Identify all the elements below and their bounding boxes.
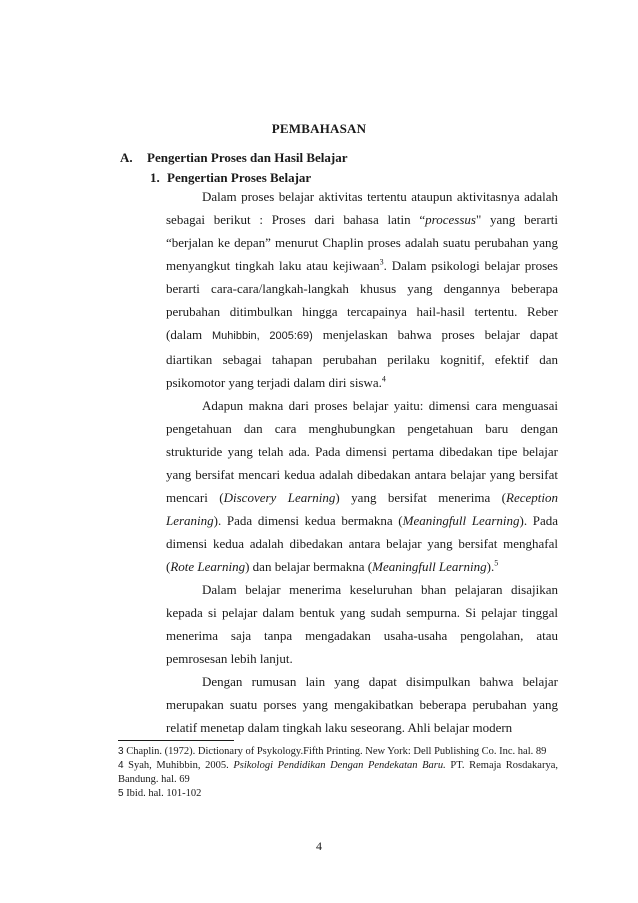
paragraph-1-text-b: " yang berarti “berjalan ke depan” menurut Chaplin proses adalah suatu perubahan yang menyangkut tingkah laku atau kejiwaan (166, 212, 558, 273)
paragraph-2-text-f: ). (486, 559, 495, 574)
section-a-heading (120, 150, 348, 166)
paragraph-2 (166, 394, 558, 578)
term-processus: processus (425, 212, 476, 227)
footnote-4 (118, 759, 558, 787)
footnote-4-number: 4 (118, 760, 124, 771)
footnote-ref-5: 5 (494, 558, 499, 568)
body-text (166, 185, 558, 739)
footnote-5 (118, 787, 558, 801)
subsection-1-label: 1. (150, 170, 160, 185)
footnotes (118, 745, 558, 801)
footnote-4-text-a: Syah, Muhibbin, 2005. (123, 760, 234, 771)
term-reception-learning: Reception Leraning (166, 490, 558, 528)
paragraph-1-text-c: . Dalam psikologi belajar proses berarti cara-cara/langkah-langkah khusus yang dengannya beberapa perubahan ditimbulkan hingga tercapainya hail-hasil tertentu. Reber (dalam (166, 258, 558, 342)
footnote-4-book-title: Psikologi Pendidikan Dengan Pendekatan Baru. (233, 760, 446, 771)
paragraph-2-text-b: ) yang bersifat menerima ( (335, 490, 507, 505)
chapter-heading: PEMBAHASAN (271, 121, 367, 136)
footnote-5-text: Ibid. hal. 101-102 (123, 788, 202, 799)
term-discovery-learning: Discovery Learning (223, 490, 336, 505)
section-a-label: A. (120, 150, 133, 165)
paragraph-1 (166, 185, 558, 394)
citation-muhibbin: Muhibbin, 2005:69) (212, 330, 313, 342)
paragraph-2-text-a: Adapun makna dari proses belajar yaitu: dimensi cara menguasai pengetahuan dan cara menghubungkan pengetahuan baru dengan strukturide yang telah ada. Pada dimensi pertama dibedakan tipe belajar yang bersifat mencari kedua adalah dibedakan antara belajar yang bersifat mencari ( (166, 398, 558, 505)
footnote-5-number: 5 (118, 788, 124, 799)
paragraph-2-text-d: ). Pada dimensi kedua adalah dibedakan antara belajar yang bersifat menghafal ( (166, 513, 559, 574)
paragraph-4: Dengan rumusan lain yang dapat disimpulkan bahwa belajar merupakan suatu porses yang mengakibatkan beberapa perubahan yang relatif menetap dalam tingkah laku seseorang. Ahli belajar modern (166, 674, 558, 735)
footnote-4-text-b: PT. Remaja Rosdakarya, Bandung. hal. 69 (118, 760, 558, 785)
paragraph-1-text-d: menjelaskan bahwa proses belajar dapat diartikan sebagai tahapan perubahan perilaku kognitif, efektif dan psikomotor yang terjadi dalam diri siswa. (166, 327, 558, 390)
footnote-3 (118, 745, 558, 759)
subsection-1-title: Pengertian Proses Belajar (167, 170, 312, 185)
subsection-1-heading (150, 170, 311, 186)
section-a-title: Pengertian Proses dan Hasil Belajar (147, 150, 348, 165)
footnote-ref-4: 4 (381, 374, 386, 384)
term-meaningfull-learning: Meaningfull Learning (402, 513, 520, 528)
footnote-separator (118, 740, 234, 741)
paragraph-1-text-a: Dalam proses belajar aktivitas tertentu ataupun aktivitasnya adalah sebagai berikut : Proses dari bahasa latin “ (166, 189, 558, 227)
term-rote-learning: Rote Learning (170, 559, 246, 574)
term-meaningfull-learning-2: Meaningfull Learning (372, 559, 487, 574)
footnote-ref-3: 3 (379, 257, 384, 267)
paragraph-2-text-e: ) dan belajar bermakna ( (245, 559, 373, 574)
paragraph-2-text-c: ). Pada dimensi kedua bermakna ( (213, 513, 403, 528)
footnote-3-text: Chaplin. (1972). Dictionary of Psykology.Fifth Printing. New York: Dell Publishing Co. Inc. hal. 89 (123, 746, 547, 757)
page-number: 4 (316, 839, 322, 853)
paragraph-3: Dalam belajar menerima keseluruhan bhan pelajaran disajikan kepada si pelajar dalam bentuk yang sudah sempurna. Si pelajar tinggal menerima saja tanpa mengadakan usaha-usaha pengolahan, atau pemrosesan lebih lanjut. (166, 582, 558, 666)
footnote-3-number: 3 (118, 746, 124, 757)
